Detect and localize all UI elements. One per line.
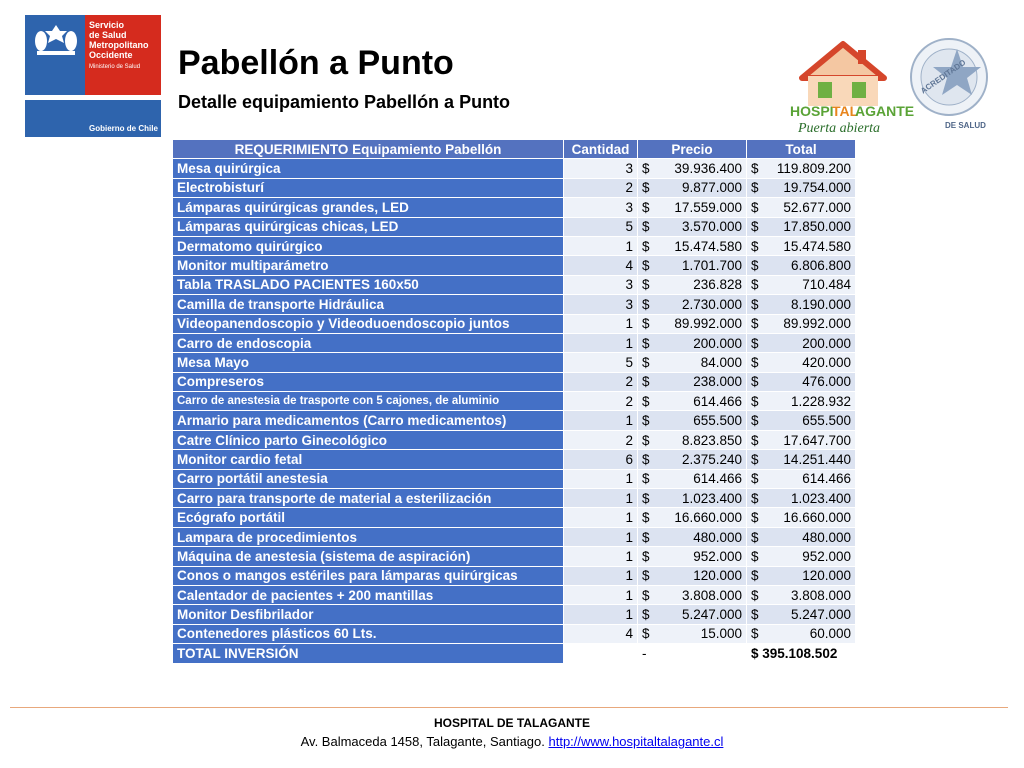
amount: 2.730.000	[681, 296, 742, 312]
table-row	[173, 450, 856, 469]
item-price	[638, 469, 747, 488]
item-total	[747, 469, 856, 488]
item-quantity: 1	[564, 547, 638, 566]
table-row	[173, 353, 856, 372]
table-row	[173, 547, 856, 566]
amount: 655.500	[802, 413, 851, 429]
item-name: Carro de endoscopia	[173, 333, 564, 352]
item-name: Contenedores plásticos 60 Lts.	[173, 624, 564, 643]
seal-agency: DE SALUD	[945, 121, 986, 130]
table-row	[173, 411, 856, 430]
item-price	[638, 566, 747, 585]
currency-symbol: $	[751, 451, 759, 467]
currency-symbol: $	[642, 238, 650, 254]
item-price	[638, 236, 747, 255]
amount: 614.466	[802, 471, 851, 487]
item-price	[638, 489, 747, 508]
item-quantity: 3	[564, 275, 638, 294]
currency-symbol: $	[751, 626, 759, 642]
table-row	[173, 469, 856, 488]
amount: 952.000	[802, 548, 851, 564]
table-row	[173, 527, 856, 546]
item-price	[638, 605, 747, 624]
currency-symbol: $	[642, 451, 650, 467]
item-quantity: 5	[564, 353, 638, 372]
currency-symbol: $	[751, 510, 759, 526]
item-quantity: 2	[564, 430, 638, 449]
item-price	[638, 198, 747, 217]
amount: 2.375.240	[681, 451, 742, 467]
item-total	[747, 275, 856, 294]
item-total	[747, 372, 856, 391]
currency-symbol: $	[751, 413, 759, 429]
amount: 3.570.000	[681, 219, 742, 235]
amount: 1.701.700	[681, 258, 742, 274]
hospital-talagante-logo	[788, 32, 915, 140]
coat-of-arms-icon	[33, 21, 79, 57]
hospital-logo-text-1: HOSPI	[790, 103, 834, 119]
table-row	[173, 508, 856, 527]
item-price	[638, 314, 747, 333]
total-label: TOTAL INVERSIÓN	[173, 644, 564, 663]
item-name: Carro portátil anestesia	[173, 469, 564, 488]
currency-symbol: $	[751, 529, 759, 545]
amount: 16.660.000	[783, 510, 851, 526]
currency-symbol: $	[642, 354, 650, 370]
amount: 89.992.000	[674, 316, 742, 332]
amount: 60.000	[809, 626, 851, 642]
item-name: Armario para medicamentos (Carro medicamentos)	[173, 411, 564, 430]
table-row	[173, 236, 856, 255]
item-quantity: 6	[564, 450, 638, 469]
currency-symbol: $	[642, 587, 650, 603]
item-name: Compreseros	[173, 372, 564, 391]
currency-symbol: $	[751, 548, 759, 564]
item-quantity: 1	[564, 527, 638, 546]
item-name: Ecógrafo portátil	[173, 508, 564, 527]
item-price	[638, 372, 747, 391]
seal-text: ACREDITADO	[919, 57, 968, 96]
item-total	[747, 256, 856, 275]
currency-symbol: $	[642, 607, 650, 623]
amount: 6.806.800	[790, 258, 851, 274]
item-name: Videopanendoscopio y Videoduoendoscopio juntos	[173, 314, 564, 333]
item-name: Carro de anestesia de trasporte con 5 cajones, de aluminio	[173, 392, 564, 411]
item-quantity: 3	[564, 295, 638, 314]
amount: 39.936.400	[674, 161, 742, 177]
currency-symbol: $	[751, 393, 759, 409]
amount: 480.000	[802, 529, 851, 545]
header-precio: Precio	[638, 140, 747, 159]
currency-symbol: $	[751, 354, 759, 370]
amount: 16.660.000	[674, 510, 742, 526]
item-total	[747, 295, 856, 314]
logo-line: de Salud	[89, 30, 127, 40]
table-row	[173, 333, 856, 352]
item-total	[747, 314, 856, 333]
item-quantity: 4	[564, 256, 638, 275]
item-quantity: 1	[564, 411, 638, 430]
currency-symbol: $	[642, 316, 650, 332]
item-total	[747, 392, 856, 411]
table-row	[173, 566, 856, 585]
item-quantity: 1	[564, 508, 638, 527]
total-price: -	[638, 644, 747, 663]
amount: 710.484	[802, 277, 851, 293]
amount: 952.000	[693, 548, 742, 564]
table-row	[173, 256, 856, 275]
amount: 120.000	[693, 568, 742, 584]
logo-line: Occidente	[89, 50, 133, 60]
currency-symbol: $	[751, 471, 759, 487]
amount: 89.992.000	[783, 316, 851, 332]
amount: 119.809.200	[776, 161, 851, 177]
item-quantity: 1	[564, 566, 638, 585]
item-name: Calentador de pacientes + 200 mantillas	[173, 585, 564, 604]
amount: 14.251.440	[783, 451, 851, 467]
total-row	[173, 644, 856, 663]
amount: 200.000	[802, 335, 851, 351]
currency-symbol: $	[751, 296, 759, 312]
logo-service-text	[89, 20, 149, 72]
item-total	[747, 353, 856, 372]
amount: 120.000	[802, 568, 851, 584]
amount: 238.000	[693, 374, 742, 390]
item-price	[638, 527, 747, 546]
currency-symbol: $	[751, 335, 759, 351]
table-row	[173, 217, 856, 236]
item-name: Mesa Mayo	[173, 353, 564, 372]
item-price	[638, 392, 747, 411]
hospital-logo-tagline: Puerta abierta	[798, 121, 881, 136]
item-quantity: 1	[564, 314, 638, 333]
currency-symbol: $	[751, 607, 759, 623]
amount: 655.500	[693, 413, 742, 429]
equipment-table	[172, 139, 856, 664]
logo-white-stripe	[25, 95, 161, 100]
item-price	[638, 159, 747, 178]
currency-symbol: $	[642, 432, 650, 448]
amount: 200.000	[693, 335, 742, 351]
amount: 3.808.000	[681, 587, 742, 603]
table-row	[173, 624, 856, 643]
amount: 5.247.000	[681, 607, 742, 623]
footer-divider	[10, 707, 1008, 708]
currency-symbol: $	[642, 529, 650, 545]
item-price	[638, 624, 747, 643]
page-title: Pabellón a Punto	[178, 44, 454, 82]
amount: 3.808.000	[790, 587, 851, 603]
table-row	[173, 585, 856, 604]
currency-symbol: $	[751, 432, 759, 448]
amount: 15.474.580	[674, 238, 742, 254]
item-price	[638, 333, 747, 352]
item-price	[638, 585, 747, 604]
item-total	[747, 508, 856, 527]
amount: 614.466	[693, 393, 742, 409]
currency-symbol: $	[751, 258, 759, 274]
item-quantity: 2	[564, 372, 638, 391]
item-quantity: 1	[564, 469, 638, 488]
table-row	[173, 178, 856, 197]
currency-symbol: $	[642, 180, 650, 196]
logo-line: Metropolitano	[89, 40, 149, 50]
amount: 420.000	[802, 354, 851, 370]
item-name: Monitor multiparámetro	[173, 256, 564, 275]
page-subtitle: Detalle equipamiento Pabellón a Punto	[178, 92, 511, 112]
amount: 17.647.700	[783, 432, 851, 448]
amount: 15.474.580	[783, 238, 851, 254]
item-price	[638, 295, 747, 314]
currency-symbol: $	[642, 548, 650, 564]
currency-symbol: $	[751, 199, 759, 215]
table-row	[173, 159, 856, 178]
footer-hospital-name: HOSPITAL DE TALAGANTE	[434, 716, 590, 730]
currency-symbol: $	[642, 568, 650, 584]
acreditado-seal-icon	[905, 35, 993, 133]
item-price	[638, 353, 747, 372]
amount: 1.023.400	[681, 490, 742, 506]
currency-symbol: $	[642, 374, 650, 390]
currency-symbol: $	[642, 626, 650, 642]
item-quantity: 1	[564, 333, 638, 352]
currency-symbol: $	[642, 335, 650, 351]
item-price	[638, 256, 747, 275]
item-total	[747, 489, 856, 508]
table-row	[173, 314, 856, 333]
header-requerimiento: REQUERIMIENTO Equipamiento Pabellón	[173, 140, 564, 159]
item-total	[747, 430, 856, 449]
currency-symbol: $	[642, 258, 650, 274]
item-quantity: 1	[564, 585, 638, 604]
total-investment: $ 395.108.502	[747, 644, 856, 663]
currency-symbol: $	[751, 568, 759, 584]
item-total	[747, 333, 856, 352]
item-name: Conos o mangos estériles para lámparas quirúrgicas	[173, 566, 564, 585]
item-name: Tabla TRASLADO PACIENTES 160x50	[173, 275, 564, 294]
item-price	[638, 547, 747, 566]
item-price	[638, 430, 747, 449]
item-total	[747, 527, 856, 546]
item-quantity: 2	[564, 392, 638, 411]
currency-symbol: $	[642, 413, 650, 429]
table-row	[173, 198, 856, 217]
currency-symbol: $	[751, 180, 759, 196]
table-row	[173, 275, 856, 294]
currency-symbol: $	[642, 510, 650, 526]
amount: 17.850.000	[783, 219, 851, 235]
table-row	[173, 605, 856, 624]
currency-symbol: $	[751, 219, 759, 235]
amount: 1.228.932	[790, 393, 851, 409]
item-price	[638, 411, 747, 430]
table-row	[173, 295, 856, 314]
logo-ministry: Ministerio de Salud	[89, 64, 141, 70]
currency-symbol: $	[751, 490, 759, 506]
currency-symbol: $	[642, 471, 650, 487]
amount: 1.023.400	[790, 490, 851, 506]
currency-symbol: $	[751, 161, 759, 177]
item-name: Electrobisturí	[173, 178, 564, 197]
item-name: Monitor cardio fetal	[173, 450, 564, 469]
header-cantidad: Cantidad	[564, 140, 638, 159]
amount: 52.677.000	[783, 199, 851, 215]
amount: 9.877.000	[681, 180, 742, 196]
amount: 480.000	[693, 529, 742, 545]
header-total: Total	[747, 140, 856, 159]
item-name: Mesa quirúrgica	[173, 159, 564, 178]
item-quantity: 4	[564, 624, 638, 643]
item-total	[747, 217, 856, 236]
amount: 8.823.850	[681, 432, 742, 448]
amount: 17.559.000	[674, 199, 742, 215]
table-row	[173, 489, 856, 508]
currency-symbol: $	[751, 277, 759, 293]
table-header-row	[173, 140, 856, 159]
item-total	[747, 159, 856, 178]
currency-symbol: $	[642, 161, 650, 177]
item-price	[638, 508, 747, 527]
logo-line: Servicio	[89, 20, 125, 30]
item-name: Catre Clínico parto Ginecológico	[173, 430, 564, 449]
amount: 5.247.000	[790, 607, 851, 623]
item-quantity: 3	[564, 159, 638, 178]
amount: 84.000	[700, 354, 742, 370]
amount: 15.000	[700, 626, 742, 642]
item-total	[747, 566, 856, 585]
total-quantity	[564, 644, 638, 663]
currency-symbol: $	[642, 393, 650, 409]
item-name: Camilla de transporte Hidráulica	[173, 295, 564, 314]
item-name: Monitor Desfibrilador	[173, 605, 564, 624]
item-total	[747, 198, 856, 217]
item-total	[747, 547, 856, 566]
item-price	[638, 178, 747, 197]
item-quantity: 3	[564, 198, 638, 217]
item-total	[747, 605, 856, 624]
table-row	[173, 372, 856, 391]
item-total	[747, 624, 856, 643]
currency-symbol: $	[642, 490, 650, 506]
item-price	[638, 450, 747, 469]
item-total	[747, 411, 856, 430]
currency-symbol: $	[751, 316, 759, 332]
amount: 614.466	[693, 471, 742, 487]
gobierno-logo	[25, 15, 161, 137]
currency-symbol: $	[642, 277, 650, 293]
hospital-logo-text-3: AGANTE	[855, 103, 915, 119]
amount: 236.828	[693, 277, 742, 293]
currency-symbol: $	[642, 199, 650, 215]
footer-website-link[interactable]: http://www.hospitaltalagante.cl	[548, 734, 724, 749]
currency-symbol: $	[751, 238, 759, 254]
amount: 19.754.000	[783, 180, 851, 196]
logo-government: Gobierno de Chile	[89, 124, 158, 133]
item-name: Lámparas quirúrgicas chicas, LED	[173, 217, 564, 236]
footer-address-text: Av. Balmaceda 1458, Talagante, Santiago.	[300, 734, 549, 749]
table-row	[173, 392, 856, 411]
table-row	[173, 430, 856, 449]
item-total	[747, 236, 856, 255]
item-name: Carro para transporte de material a esterilización	[173, 489, 564, 508]
item-quantity: 1	[564, 489, 638, 508]
currency-symbol: $	[751, 587, 759, 603]
item-quantity: 5	[564, 217, 638, 236]
item-name: Lampara de procedimientos	[173, 527, 564, 546]
item-quantity: 2	[564, 178, 638, 197]
item-price	[638, 275, 747, 294]
currency-symbol: $	[751, 374, 759, 390]
currency-symbol: $	[642, 296, 650, 312]
item-name: Dermatomo quirúrgico	[173, 236, 564, 255]
amount: 8.190.000	[790, 296, 851, 312]
currency-symbol: $	[642, 219, 650, 235]
amount: 476.000	[802, 374, 851, 390]
item-total	[747, 450, 856, 469]
item-quantity: 1	[564, 236, 638, 255]
item-quantity: 1	[564, 605, 638, 624]
item-total	[747, 178, 856, 197]
item-price	[638, 217, 747, 236]
hospital-logo-text-2: TAL	[832, 103, 859, 119]
item-name: Máquina de anestesia (sistema de aspiración)	[173, 547, 564, 566]
footer-address	[0, 734, 1024, 749]
item-name: Lámparas quirúrgicas grandes, LED	[173, 198, 564, 217]
item-total	[747, 585, 856, 604]
